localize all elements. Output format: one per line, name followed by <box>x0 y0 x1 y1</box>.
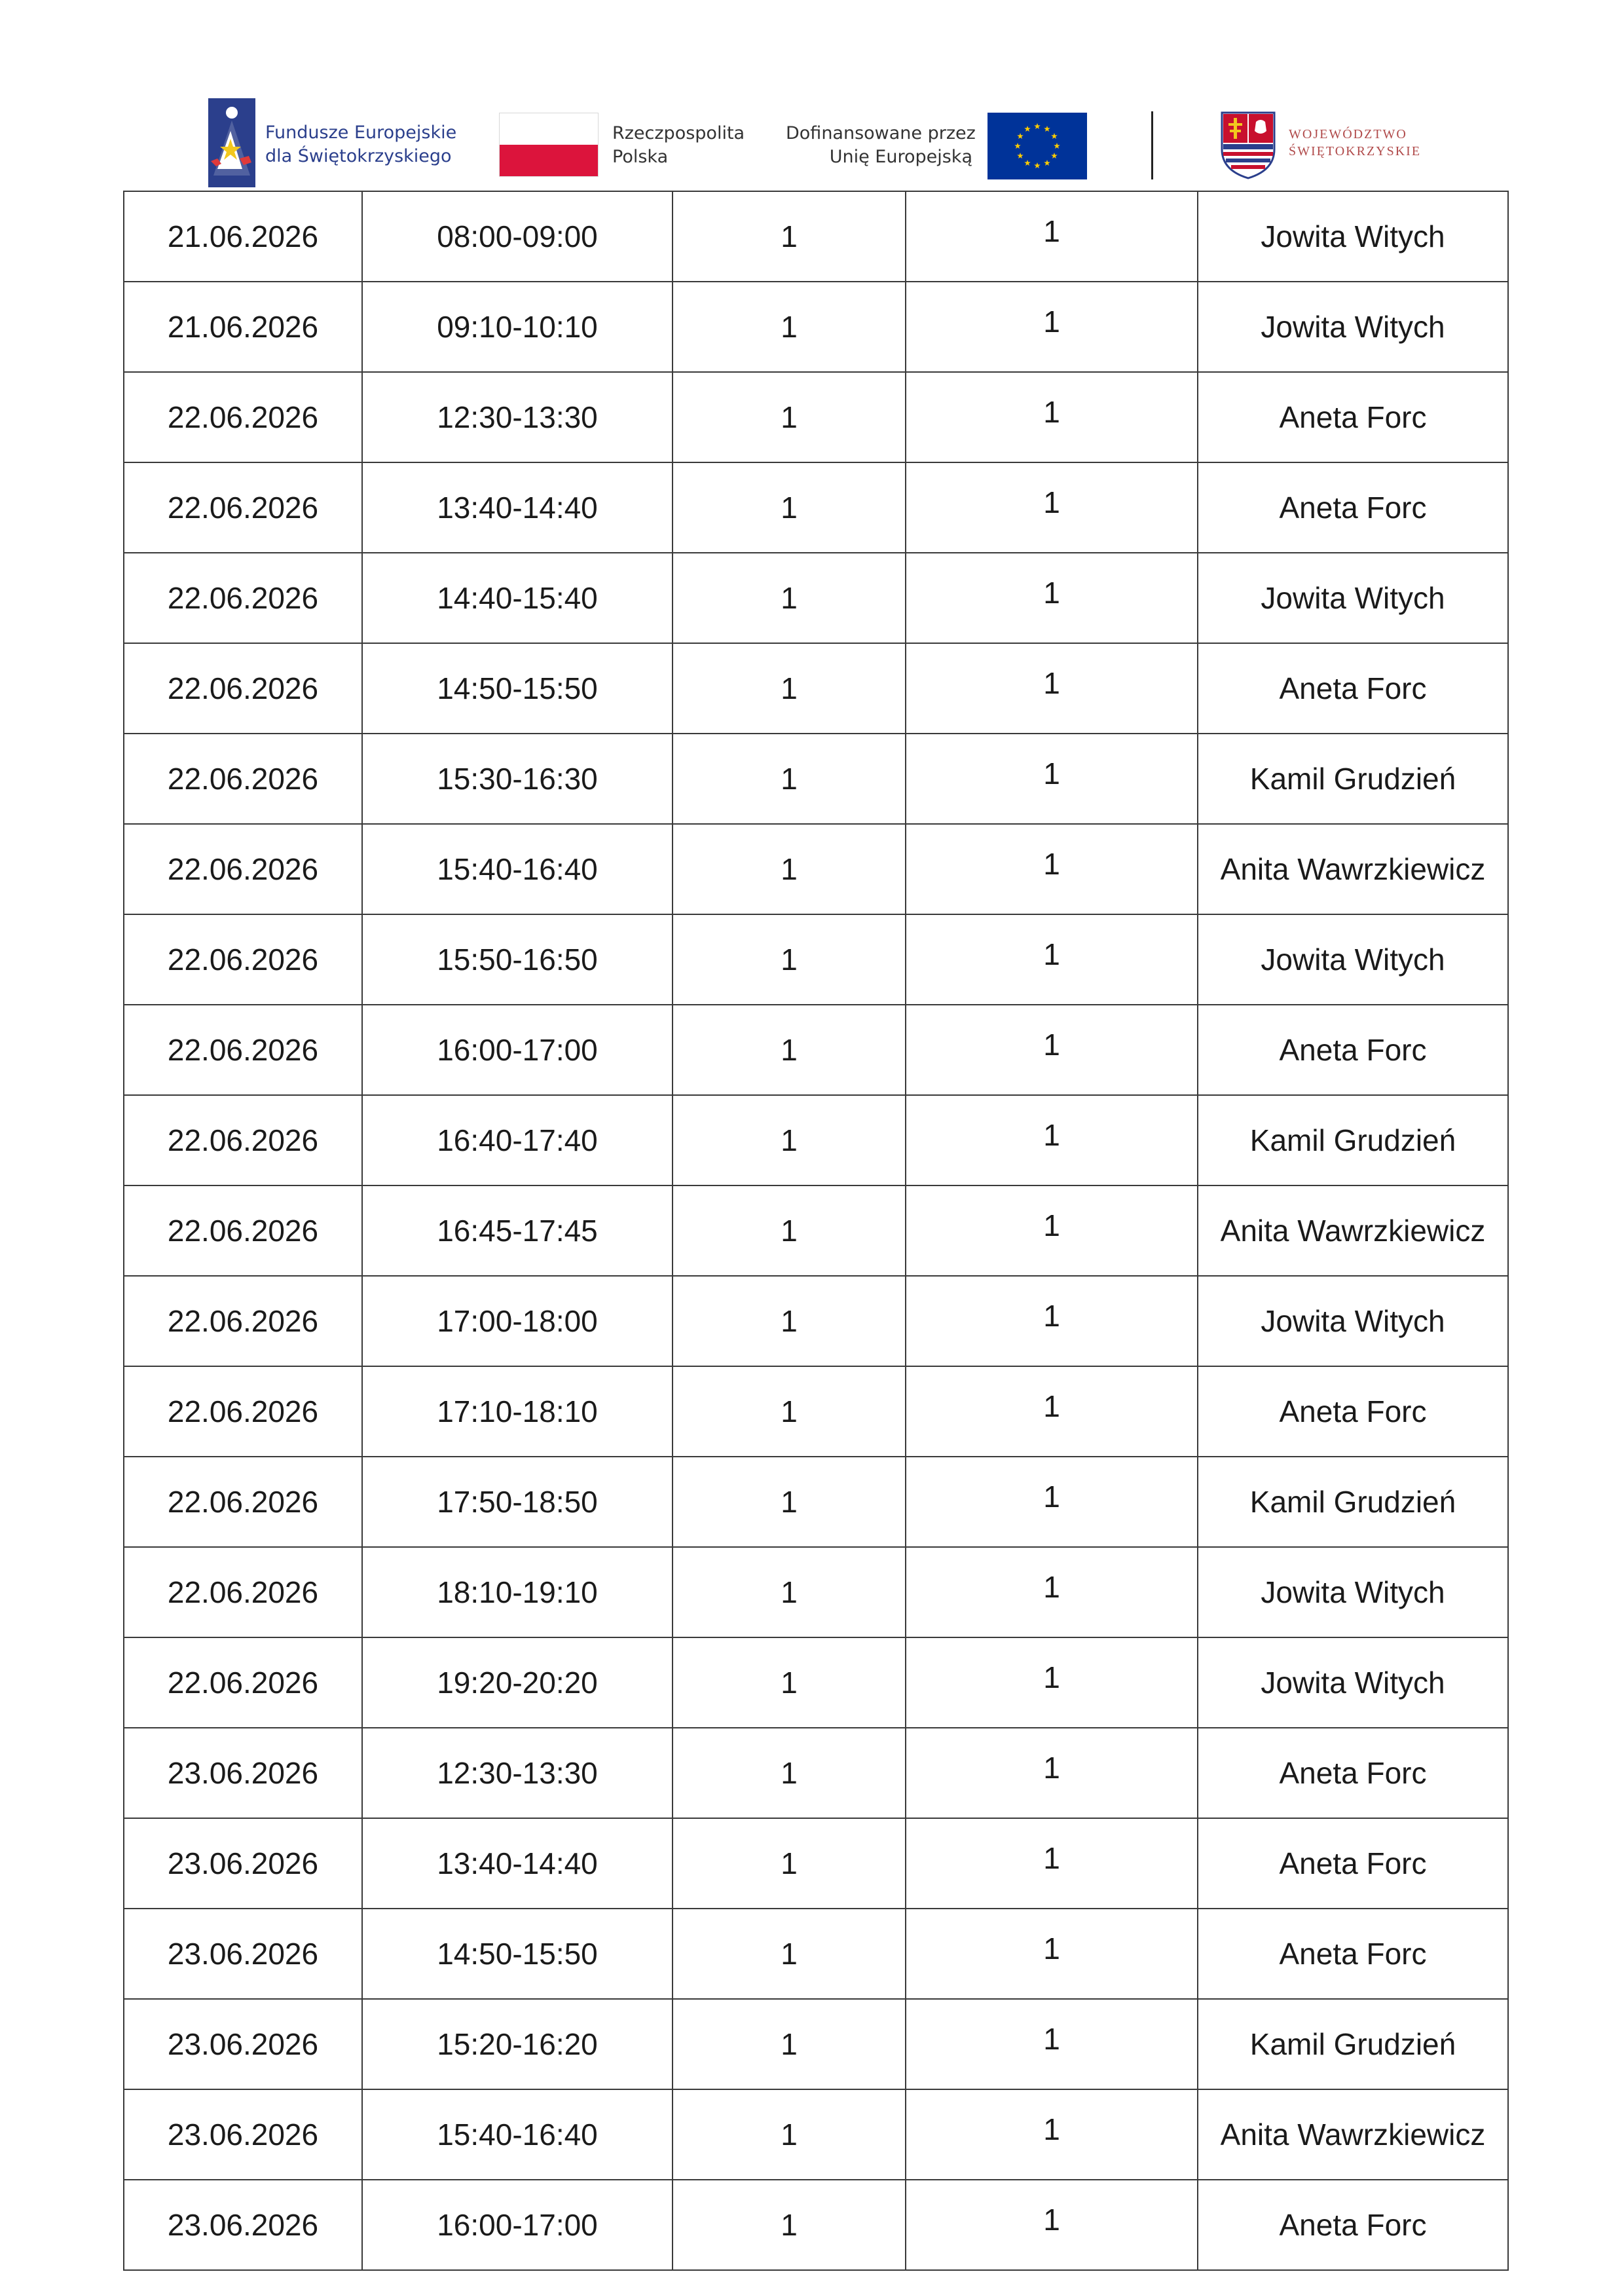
date-cell: 22.06.2026 <box>124 1547 362 1637</box>
count-cell-b: 1 <box>906 1366 1198 1457</box>
trainer-cell: Aneta Forc <box>1198 2180 1508 2270</box>
table-row <box>124 1457 1508 1547</box>
date-cell: 23.06.2026 <box>124 1909 362 1999</box>
count-cell-a: 1 <box>673 824 906 914</box>
sw-line-2: ŚWIĘTOKRZYSKIE <box>1289 144 1422 159</box>
date-cell: 22.06.2026 <box>124 372 362 462</box>
table-row <box>124 824 1508 914</box>
time-cell: 15:40-16:40 <box>362 824 673 914</box>
count-cell-b: 1 <box>906 372 1198 462</box>
time-cell: 17:00-18:00 <box>362 1276 673 1366</box>
fundusze-europejskie-text <box>265 121 456 168</box>
trainer-cell: Aneta Forc <box>1198 462 1508 553</box>
count-cell-b: 1 <box>906 462 1198 553</box>
fundusze-europejskie-logo-icon <box>208 98 255 187</box>
table-row <box>124 1637 1508 1728</box>
date-cell: 21.06.2026 <box>124 282 362 372</box>
count-cell-a: 1 <box>673 1637 906 1728</box>
count-cell-a: 1 <box>673 553 906 643</box>
schedule-table <box>123 191 1509 2271</box>
trainer-cell: Anita Wawrzkiewicz <box>1198 2089 1508 2180</box>
date-cell: 22.06.2026 <box>124 1276 362 1366</box>
count-cell-b: 1 <box>906 1185 1198 1276</box>
sw-line-1: WOJEWÓDZTWO <box>1289 127 1407 141</box>
trainer-cell: Aneta Forc <box>1198 1728 1508 1818</box>
time-cell: 08:00-09:00 <box>362 191 673 282</box>
pl-line-1: Rzeczpospolita <box>612 123 745 143</box>
count-cell-b: 1 <box>906 2180 1198 2270</box>
count-cell-a: 1 <box>673 462 906 553</box>
time-cell: 14:50-15:50 <box>362 643 673 734</box>
table-row <box>124 1547 1508 1637</box>
time-cell: 13:40-14:40 <box>362 462 673 553</box>
time-cell: 14:40-15:40 <box>362 553 673 643</box>
table-row <box>124 1366 1508 1457</box>
date-cell: 23.06.2026 <box>124 1728 362 1818</box>
time-cell: 15:40-16:40 <box>362 2089 673 2180</box>
date-cell: 22.06.2026 <box>124 1095 362 1185</box>
table-row <box>124 1818 1508 1909</box>
count-cell-b: 1 <box>906 553 1198 643</box>
eu-flag-icon <box>987 113 1087 179</box>
time-cell: 16:00-17:00 <box>362 1005 673 1095</box>
date-cell: 23.06.2026 <box>124 2089 362 2180</box>
count-cell-b: 1 <box>906 1005 1198 1095</box>
table-row <box>124 1999 1508 2089</box>
fe-line-1: Fundusze Europejskie <box>265 122 457 143</box>
date-cell: 21.06.2026 <box>124 191 362 282</box>
trainer-cell: Anita Wawrzkiewicz <box>1198 1185 1508 1276</box>
count-cell-a: 1 <box>673 282 906 372</box>
polish-flag-icon <box>499 113 599 177</box>
eu-line-1: Dofinansowane przez <box>786 123 976 143</box>
time-cell: 15:20-16:20 <box>362 1999 673 2089</box>
count-cell-a: 1 <box>673 1095 906 1185</box>
trainer-cell: Aneta Forc <box>1198 1909 1508 1999</box>
date-cell: 23.06.2026 <box>124 1818 362 1909</box>
date-cell: 22.06.2026 <box>124 643 362 734</box>
count-cell-a: 1 <box>673 1366 906 1457</box>
date-cell: 22.06.2026 <box>124 1637 362 1728</box>
schedule-table-body <box>124 191 1508 2270</box>
trainer-cell: Aneta Forc <box>1198 1366 1508 1457</box>
date-cell: 22.06.2026 <box>124 1005 362 1095</box>
table-row <box>124 643 1508 734</box>
time-cell: 18:10-19:10 <box>362 1547 673 1637</box>
table-row <box>124 191 1508 282</box>
count-cell-b: 1 <box>906 1818 1198 1909</box>
table-row <box>124 282 1508 372</box>
count-cell-b: 1 <box>906 1095 1198 1185</box>
trainer-cell: Jowita Witych <box>1198 553 1508 643</box>
trainer-cell: Kamil Grudzień <box>1198 1999 1508 2089</box>
date-cell: 22.06.2026 <box>124 1457 362 1547</box>
count-cell-a: 1 <box>673 1276 906 1366</box>
time-cell: 14:50-15:50 <box>362 1909 673 1999</box>
count-cell-a: 1 <box>673 643 906 734</box>
count-cell-b: 1 <box>906 824 1198 914</box>
time-cell: 19:20-20:20 <box>362 1637 673 1728</box>
date-cell: 22.06.2026 <box>124 553 362 643</box>
rzeczpospolita-text <box>612 122 745 169</box>
wojewodztwo-text <box>1289 126 1421 160</box>
trainer-cell: Anita Wawrzkiewicz <box>1198 824 1508 914</box>
count-cell-a: 1 <box>673 914 906 1005</box>
table-row <box>124 1909 1508 1999</box>
date-cell: 22.06.2026 <box>124 1366 362 1457</box>
time-cell: 13:40-14:40 <box>362 1818 673 1909</box>
pl-line-2: Polska <box>612 147 669 167</box>
date-cell: 23.06.2026 <box>124 1999 362 2089</box>
count-cell-b: 1 <box>906 734 1198 824</box>
time-cell: 12:30-13:30 <box>362 1728 673 1818</box>
count-cell-b: 1 <box>906 1276 1198 1366</box>
trainer-cell: Jowita Witych <box>1198 191 1508 282</box>
date-cell: 22.06.2026 <box>124 462 362 553</box>
eu-cofinancing-text <box>786 122 976 169</box>
table-row <box>124 462 1508 553</box>
time-cell: 16:00-17:00 <box>362 2180 673 2270</box>
date-cell: 22.06.2026 <box>124 1185 362 1276</box>
count-cell-b: 1 <box>906 1909 1198 1999</box>
count-cell-a: 1 <box>673 734 906 824</box>
table-row <box>124 2089 1508 2180</box>
table-row <box>124 1005 1508 1095</box>
table-row <box>124 1095 1508 1185</box>
count-cell-a: 1 <box>673 1547 906 1637</box>
date-cell: 22.06.2026 <box>124 734 362 824</box>
time-cell: 09:10-10:10 <box>362 282 673 372</box>
table-row <box>124 1185 1508 1276</box>
count-cell-a: 1 <box>673 372 906 462</box>
count-cell-b: 1 <box>906 643 1198 734</box>
trainer-cell: Jowita Witych <box>1198 282 1508 372</box>
count-cell-b: 1 <box>906 914 1198 1005</box>
count-cell-b: 1 <box>906 191 1198 282</box>
trainer-cell: Jowita Witych <box>1198 1547 1508 1637</box>
count-cell-b: 1 <box>906 282 1198 372</box>
count-cell-b: 1 <box>906 1999 1198 2089</box>
trainer-cell: Kamil Grudzień <box>1198 1457 1508 1547</box>
count-cell-a: 1 <box>673 1185 906 1276</box>
trainer-cell: Kamil Grudzień <box>1198 734 1508 824</box>
count-cell-b: 1 <box>906 1637 1198 1728</box>
count-cell-a: 1 <box>673 1728 906 1818</box>
time-cell: 15:50-16:50 <box>362 914 673 1005</box>
table-row <box>124 553 1508 643</box>
logo-bar <box>0 0 1624 190</box>
count-cell-a: 1 <box>673 1909 906 1999</box>
count-cell-a: 1 <box>673 1999 906 2089</box>
trainer-cell: Aneta Forc <box>1198 372 1508 462</box>
trainer-cell: Jowita Witych <box>1198 1637 1508 1728</box>
time-cell: 17:10-18:10 <box>362 1366 673 1457</box>
count-cell-b: 1 <box>906 1728 1198 1818</box>
table-row <box>124 734 1508 824</box>
trainer-cell: Jowita Witych <box>1198 914 1508 1005</box>
count-cell-a: 1 <box>673 1005 906 1095</box>
date-cell: 22.06.2026 <box>124 824 362 914</box>
table-row <box>124 1728 1508 1818</box>
count-cell-a: 1 <box>673 2180 906 2270</box>
fe-line-2: dla Świętokrzyskiego <box>265 146 452 166</box>
count-cell-a: 1 <box>673 2089 906 2180</box>
date-cell: 22.06.2026 <box>124 914 362 1005</box>
count-cell-b: 1 <box>906 1547 1198 1637</box>
trainer-cell: Aneta Forc <box>1198 1818 1508 1909</box>
trainer-cell: Kamil Grudzień <box>1198 1095 1508 1185</box>
trainer-cell: Jowita Witych <box>1198 1276 1508 1366</box>
count-cell-a: 1 <box>673 191 906 282</box>
table-row <box>124 2180 1508 2270</box>
count-cell-a: 1 <box>673 1818 906 1909</box>
date-cell: 23.06.2026 <box>124 2180 362 2270</box>
table-row <box>124 372 1508 462</box>
table-row <box>124 1276 1508 1366</box>
trainer-cell: Aneta Forc <box>1198 1005 1508 1095</box>
eu-line-2: Unię Europejską <box>829 147 972 167</box>
time-cell: 12:30-13:30 <box>362 372 673 462</box>
table-row <box>124 914 1508 1005</box>
time-cell: 16:45-17:45 <box>362 1185 673 1276</box>
count-cell-a: 1 <box>673 1457 906 1547</box>
time-cell: 17:50-18:50 <box>362 1457 673 1547</box>
count-cell-b: 1 <box>906 2089 1198 2180</box>
logo-divider <box>1151 111 1153 179</box>
time-cell: 15:30-16:30 <box>362 734 673 824</box>
time-cell: 16:40-17:40 <box>362 1095 673 1185</box>
count-cell-b: 1 <box>906 1457 1198 1547</box>
swietokrzyskie-crest-icon <box>1219 110 1277 179</box>
trainer-cell: Aneta Forc <box>1198 643 1508 734</box>
